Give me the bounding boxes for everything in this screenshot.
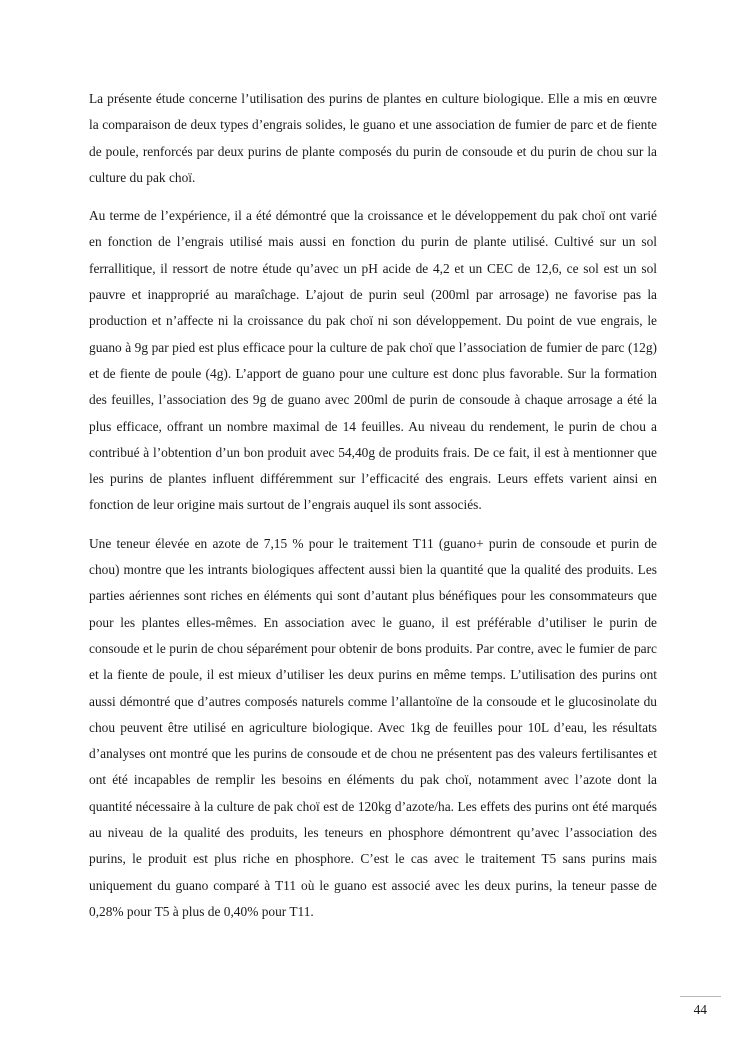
body-text (89, 86, 657, 937)
paragraph-results: Au terme de l’expérience, il a été démontré que la croissance et le développement du pak choï ont varié en fonction de l’engrais utilisé mais aussi en fonction du purin de plante utilisé. Cultivé sur un sol ferrallitique, il ressort de notre étude qu’avec un pH acide de 4,2 et un CEC de 12,6, ce sol est un sol pauvre et inapproprié au maraîchage. L’ajout de purin seul (200ml par arrosage) ne favorise pas la production et n’affecte ni la croissance du pak choï ni son développement. Du point de vue engrais, le guano à 9g par pied est plus efficace pour la culture de pak choï que l’association de fumier de parc (12g) et de fiente de poule (4g). L’apport de guano pour une culture est donc plus favorable. Sur la formation des feuilles, l’association des 9g de guano avec 200ml de purin de consoude à chaque arrosage a été la plus efficace, offrant un nombre maximal de 14 feuilles. Au niveau du rendement, le purin de chou a contribué à l’obtention d’un bon produit avec 54,40g de produits frais. De ce fait, il est à mentionner que les purins de plantes influent différemment sur l’efficacité des engrais. Leurs effets varient ainsi en fonction de leur origine mais surtout de l’engrais auquel ils sont associés. (89, 208, 657, 513)
paragraph-intro: La présente étude concerne l’utilisation des purins de plantes en culture biologique. Elle a mis en œuvre la comparaison de deux types d’engrais solides, le guano et une association de fumier de parc et de fiente de poule, renforcés par deux purins de plante composés du purin de consoude et du purin de chou sur la culture du pak choï. (89, 91, 657, 185)
footer-divider (680, 996, 721, 997)
paragraph-analysis: Une teneur élevée en azote de 7,15 % pour le traitement T11 (guano+ purin de consoude et purin de chou) montre que les intrants biologiques affectent aussi bien la quantité que la qualité des produits. Les parties aériennes sont riches en éléments qui sont d’autant plus bénéfiques pour les consommateurs que pour les plantes elles-mêmes. En association avec le guano, il est préférable d’utiliser le purin de consoude et le purin de chou séparément pour obtenir de bons produits. Par contre, avec le fumier de parc et la fiente de poule, il est mieux d’utiliser les deux purins en même temps. L’utilisation des purins ont aussi démontré que d’autres composés naturels comme l’allantoïne de la consoude et le glucosinolate du chou peuvent être utilisé en agriculture biologique. Avec 1kg de feuilles pour 10L d’eau, les résultats d’analyses ont montré que les purins de consoude et de chou ne présentent pas des valeurs fertilisantes et ont été incapables de remplir les besoins en éléments du pak choï, notamment avec l’azote dont la quantité nécessaire à la culture de pak choï est de 120kg d’azote/ha. Les effets des purins ont été marqués au niveau de la qualité des produits, les teneurs en phosphore démontrent qu’avec l’association des purins, le produit est plus riche en phosphore. C’est le cas avec le traitement T5 sans purins mais uniquement du guano comparé à T11 où le guano est associé avec les deux purins, la teneur passe de 0,28% pour T5 à plus de 0,40% pour T11. (89, 535, 657, 919)
page-number: 44 (693, 1002, 707, 1017)
